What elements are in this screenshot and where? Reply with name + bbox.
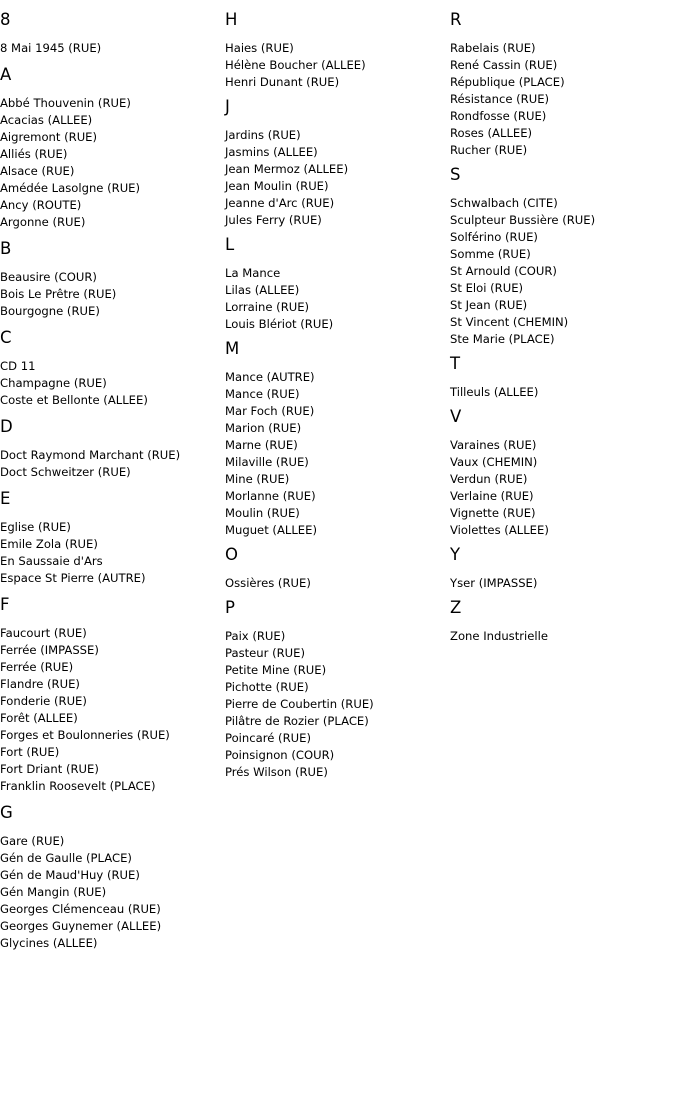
street-list	[225, 265, 450, 333]
section-letter-heading: D	[0, 417, 13, 436]
letter-section	[225, 91, 450, 229]
street-entry: Ossières (RUE)	[225, 576, 311, 590]
street-entry: Gén de Gaulle (PLACE)	[0, 851, 132, 865]
street-entry: Louis Blériot (RUE)	[225, 317, 334, 331]
street-entry: Henri Dunant (RUE)	[225, 75, 340, 89]
street-entry: Ste Marie (PLACE)	[450, 332, 555, 346]
street-column-1	[0, 0, 225, 952]
street-entry: Varaines (RUE)	[450, 438, 537, 452]
street-entry: Georges Guynemer (ALLEE)	[0, 919, 162, 933]
letter-section	[450, 539, 675, 592]
street-list	[0, 447, 225, 481]
letter-section	[225, 0, 450, 91]
street-entry: Marne (RUE)	[225, 438, 298, 452]
street-entry: CD 11	[0, 359, 36, 373]
street-entry: Marion (RUE)	[225, 421, 302, 435]
street-entry: Poincaré (RUE)	[225, 731, 311, 745]
street-entry: Milaville (RUE)	[225, 455, 309, 469]
street-entry: Jeanne d'Arc (RUE)	[225, 196, 335, 210]
street-list	[0, 358, 225, 409]
letter-section	[450, 348, 675, 401]
street-entry: St Vincent (CHEMIN)	[450, 315, 569, 329]
street-entry: Zone Industrielle	[450, 629, 548, 643]
street-entry: La Mance	[225, 266, 281, 280]
street-entry: Beausire (COUR)	[0, 270, 97, 284]
street-entry: Fonderie (RUE)	[0, 694, 87, 708]
section-letter-heading: M	[225, 339, 240, 358]
street-entry: Coste et Bellonte (ALLEE)	[0, 393, 148, 407]
street-entry: Alliés (RUE)	[0, 147, 68, 161]
street-entry: Faucourt (RUE)	[0, 626, 87, 640]
street-entry: Gén de Maud'Huy (RUE)	[0, 868, 140, 882]
street-list	[450, 575, 675, 592]
street-list	[450, 40, 675, 159]
street-entry: Pichotte (RUE)	[225, 680, 309, 694]
street-entry: Moulin (RUE)	[225, 506, 300, 520]
street-entry: Bourgogne (RUE)	[0, 304, 100, 318]
street-entry: Emile Zola (RUE)	[0, 537, 98, 551]
letter-section	[0, 0, 225, 57]
street-list	[225, 40, 450, 91]
street-entry: Doct Raymond Marchant (RUE)	[0, 448, 181, 462]
section-letter-heading: C	[0, 328, 12, 347]
letter-section	[450, 0, 675, 159]
section-letter-heading: O	[225, 545, 238, 564]
section-letter-heading: E	[0, 489, 11, 508]
street-column-3	[450, 0, 675, 645]
street-list	[225, 575, 450, 592]
street-list	[450, 437, 675, 539]
street-entry: Ferrée (RUE)	[0, 660, 74, 674]
street-entry: Aigremont (RUE)	[0, 130, 98, 144]
street-entry: Haies (RUE)	[225, 41, 294, 55]
street-entry: Tilleuls (ALLEE)	[450, 385, 539, 399]
street-entry: Bois Le Prêtre (RUE)	[0, 287, 117, 301]
street-entry: Jules Ferry (RUE)	[225, 213, 322, 227]
street-entry: Poinsignon (COUR)	[225, 748, 335, 762]
section-letter-heading: L	[225, 235, 235, 254]
letter-section	[0, 57, 225, 231]
street-entry: St Eloi (RUE)	[450, 281, 524, 295]
street-entry: Doct Schweitzer (RUE)	[0, 465, 131, 479]
street-entry: Prés Wilson (RUE)	[225, 765, 328, 779]
street-entry: Jean Moulin (RUE)	[225, 179, 329, 193]
street-entry: Mance (RUE)	[225, 387, 300, 401]
street-entry: Franklin Roosevelt (PLACE)	[0, 779, 156, 793]
section-letter-heading: 8	[0, 10, 11, 29]
section-letter-heading: P	[225, 598, 235, 617]
street-list	[0, 519, 225, 587]
street-entry: Mance (AUTRE)	[225, 370, 315, 384]
street-entry: Forêt (ALLEE)	[0, 711, 78, 725]
street-entry: Roses (ALLEE)	[450, 126, 533, 140]
section-letter-heading: V	[450, 407, 462, 426]
street-entry: Espace St Pierre (AUTRE)	[0, 571, 146, 585]
street-entry: En Saussaie d'Ars	[0, 554, 103, 568]
letter-section	[225, 539, 450, 592]
street-entry: Jardins (RUE)	[225, 128, 301, 142]
section-letter-heading: H	[225, 10, 238, 29]
letter-section	[225, 229, 450, 333]
street-entry: Fort Driant (RUE)	[0, 762, 99, 776]
street-entry: Violettes (ALLEE)	[450, 523, 549, 537]
street-entry: Lorraine (RUE)	[225, 300, 310, 314]
letter-section	[0, 409, 225, 481]
section-letter-heading: F	[0, 595, 10, 614]
street-column-2	[225, 0, 450, 781]
letter-section	[0, 795, 225, 952]
street-entry: Résistance (RUE)	[450, 92, 550, 106]
street-entry: Mar Foch (RUE)	[225, 404, 315, 418]
section-letter-heading: S	[450, 165, 461, 184]
street-entry: Flandre (RUE)	[0, 677, 80, 691]
letter-section	[0, 320, 225, 409]
street-entry: St Jean (RUE)	[450, 298, 528, 312]
street-entry: Lilas (ALLEE)	[225, 283, 300, 297]
street-entry: Eglise (RUE)	[0, 520, 71, 534]
section-letter-heading: R	[450, 10, 462, 29]
section-letter-heading: B	[0, 239, 12, 258]
street-entry: Glycines (ALLEE)	[0, 936, 98, 950]
street-entry: Jasmins (ALLEE)	[225, 145, 318, 159]
letter-section	[0, 587, 225, 795]
street-entry: Verlaine (RUE)	[450, 489, 534, 503]
letter-section	[450, 159, 675, 348]
street-entry: République (PLACE)	[450, 75, 565, 89]
section-letter-heading: G	[0, 803, 13, 822]
street-entry: 8 Mai 1945 (RUE)	[0, 41, 102, 55]
street-list	[225, 127, 450, 229]
street-entry: Gén Mangin (RUE)	[0, 885, 107, 899]
street-entry: Ancy (ROUTE)	[0, 198, 82, 212]
street-entry: Morlanne (RUE)	[225, 489, 316, 503]
street-entry: Rondfosse (RUE)	[450, 109, 547, 123]
street-list	[0, 625, 225, 795]
street-entry: Forges et Boulonneries (RUE)	[0, 728, 170, 742]
street-entry: Schwalbach (CITE)	[450, 196, 558, 210]
street-entry: Ferrée (IMPASSE)	[0, 643, 99, 657]
letter-section	[0, 481, 225, 587]
street-entry: Jean Mermoz (ALLEE)	[225, 162, 349, 176]
street-entry: Abbé Thouvenin (RUE)	[0, 96, 131, 110]
street-entry: Vignette (RUE)	[450, 506, 536, 520]
street-list	[225, 369, 450, 539]
letter-section	[225, 592, 450, 781]
street-entry: Gare (RUE)	[0, 834, 65, 848]
street-entry: Rucher (RUE)	[450, 143, 528, 157]
section-letter-heading: J	[225, 97, 230, 116]
street-list	[0, 833, 225, 952]
street-entry: Georges Clémenceau (RUE)	[0, 902, 161, 916]
street-entry: Somme (RUE)	[450, 247, 531, 261]
street-entry: Yser (IMPASSE)	[450, 576, 538, 590]
section-letter-heading: A	[0, 65, 12, 84]
street-entry: Alsace (RUE)	[0, 164, 75, 178]
letter-section	[0, 231, 225, 320]
letter-section	[225, 333, 450, 539]
street-entry: Pierre de Coubertin (RUE)	[225, 697, 374, 711]
street-entry: St Arnould (COUR)	[450, 264, 557, 278]
street-entry: Acacias (ALLEE)	[0, 113, 93, 127]
street-list	[450, 384, 675, 401]
street-entry: Verdun (RUE)	[450, 472, 528, 486]
letter-section	[450, 592, 675, 645]
street-entry: Muguet (ALLEE)	[225, 523, 317, 537]
street-entry: Amédée Lasolgne (RUE)	[0, 181, 141, 195]
street-entry: Champagne (RUE)	[0, 376, 107, 390]
street-list	[225, 628, 450, 781]
street-list	[450, 628, 675, 645]
street-entry: Paix (RUE)	[225, 629, 286, 643]
section-letter-heading: T	[450, 354, 461, 373]
street-entry: Petite Mine (RUE)	[225, 663, 327, 677]
street-entry: Sculpteur Bussière (RUE)	[450, 213, 596, 227]
section-letter-heading: Y	[450, 545, 461, 564]
street-entry: Rabelais (RUE)	[450, 41, 536, 55]
street-list	[450, 195, 675, 348]
street-entry: René Cassin (RUE)	[450, 58, 558, 72]
street-list	[0, 269, 225, 320]
street-entry: Solférino (RUE)	[450, 230, 538, 244]
street-list	[0, 40, 225, 57]
street-entry: Fort (RUE)	[0, 745, 60, 759]
street-entry: Pilâtre de Rozier (PLACE)	[225, 714, 369, 728]
street-entry: Mine (RUE)	[225, 472, 290, 486]
street-list	[0, 95, 225, 231]
street-entry: Argonne (RUE)	[0, 215, 86, 229]
letter-section	[450, 401, 675, 539]
section-letter-heading: Z	[450, 598, 462, 617]
street-entry: Pasteur (RUE)	[225, 646, 306, 660]
street-entry: Hélène Boucher (ALLEE)	[225, 58, 366, 72]
street-entry: Vaux (CHEMIN)	[450, 455, 538, 469]
